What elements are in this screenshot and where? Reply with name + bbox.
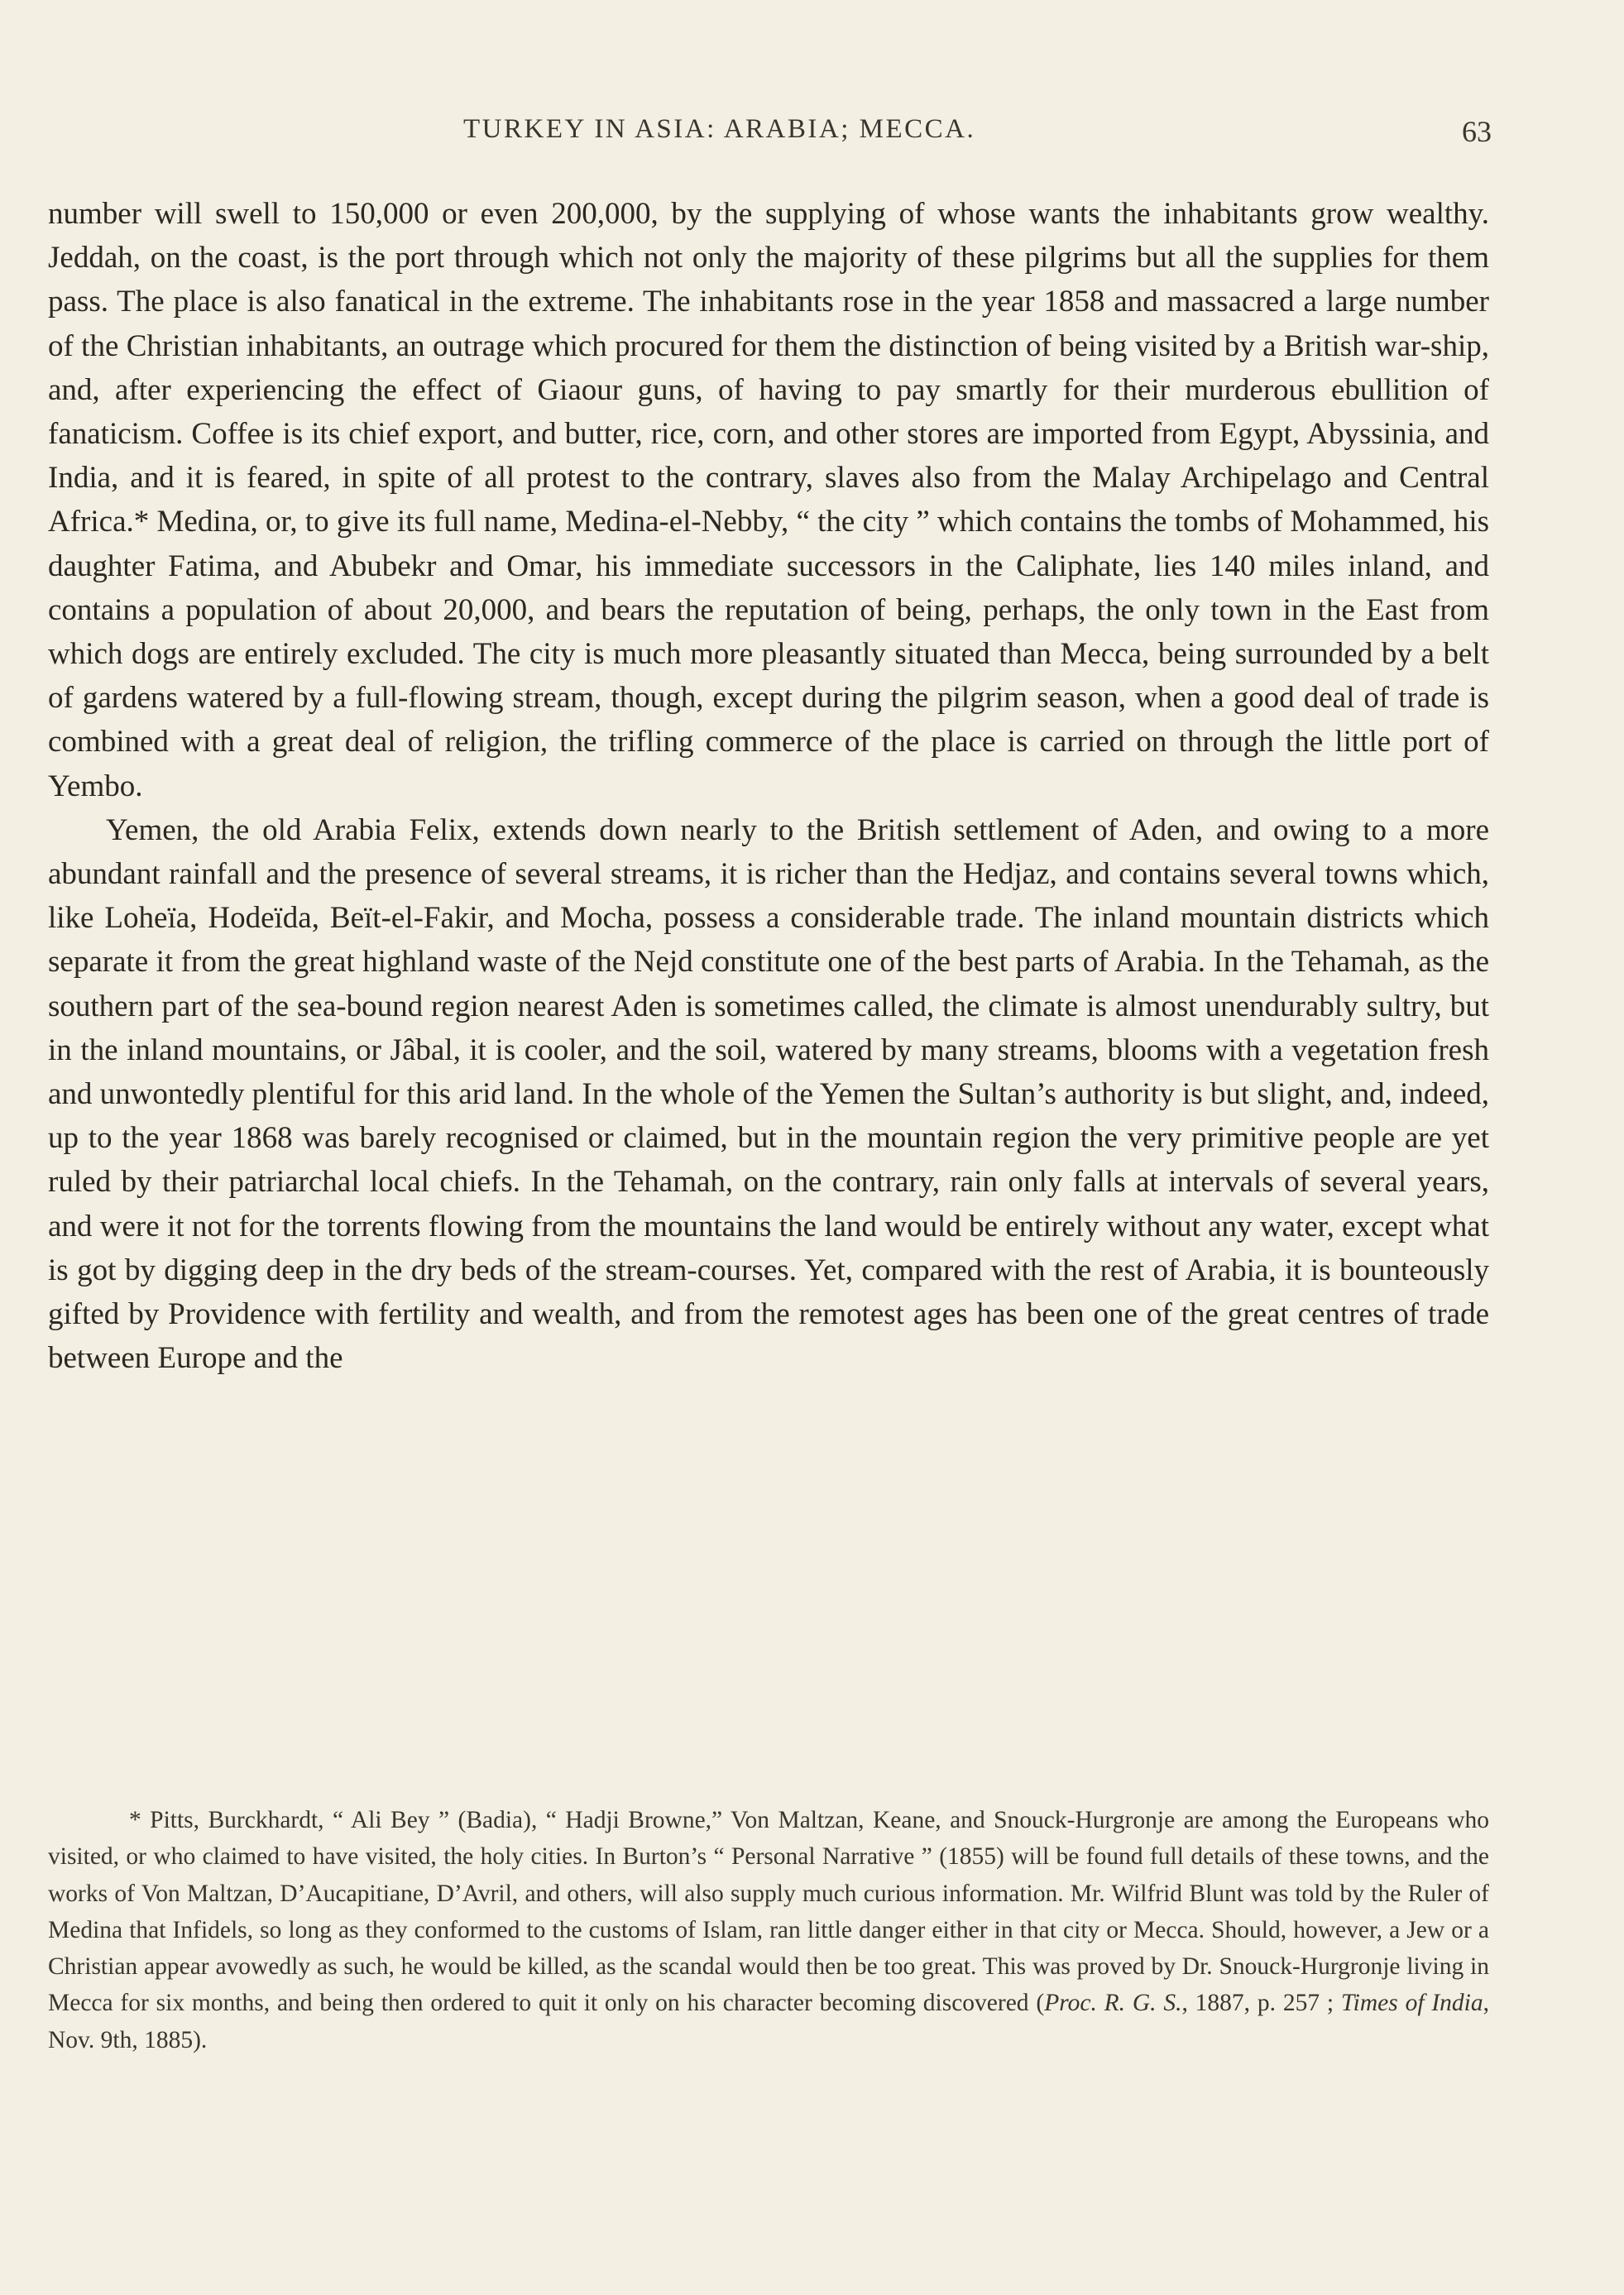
body-text bbox=[48, 192, 1489, 1380]
running-head bbox=[0, 114, 1624, 154]
footnote-citation-times-of-india: Times of India bbox=[1340, 1990, 1483, 2017]
page-number: 63 bbox=[1462, 115, 1492, 148]
footnote-citation-details: , 1887, p. 257 ; bbox=[1181, 1990, 1341, 2017]
footnote-date: , Nov. 9th, 1885). bbox=[48, 1990, 1489, 2053]
paragraph-jeddah-medina: number will swell to 150,000 or even 200,000, by the supplying of whose wants the inhabitants grow wealthy. Jeddah, on the coast, is the port through which not only the majority of these pilgrims but all the supplies for them pass. The place is also fanatical in the extreme. The inhabitants rose in the year 1858 and massacred a large number of the Christian inhabitants, an outrage which procured for them the distinction of being visited by a British war-ship, and, after experiencing the effect of Giaour guns, of having to pay smartly for their murderous ebullition of fanaticism. Coffee is its chief export, and butter, rice, corn, and other stores are imported from Egypt, Abyssinia, and India, and it is feared, in spite of all protest to the contrary, slaves also from the Malay Archipelago and Central Africa.* Medina, or, to give its full name, Medina-el-Nebby, “ the city ” which contains the tombs of Mohammed, his daughter Fatima, and Abubekr and Omar, his immediate successors in the Caliphate, lies 140 miles inland, and contains a population of about 20,000, and bears the reputation of being, perhaps, the only town in the East from which dogs are entirely excluded. The city is much more pleasantly situated than Mecca, being surrounded by a belt of gardens watered by a full-flowing stream, though, except during the pilgrim season, when a good deal of trade is combined with a great deal of religion, the trifling commerce of the place is carried on through the little port of Yembo. bbox=[48, 197, 1489, 803]
running-title: TURKEY IN ASIA: ARABIA; MECCA. bbox=[463, 114, 976, 144]
footnote bbox=[48, 1802, 1489, 2058]
footnote-citation-proc-rgs: Proc. R. G. S. bbox=[1044, 1990, 1182, 2017]
paragraph-yemen: Yemen, the old Arabia Felix, extends down nearly to the British settlement of Aden, and owing to a more abundant rainfall and the presence of several streams, it is richer than the Hedjaz, and contains several towns which, like Loheïa, Hodeïda, Beït-el-Fakir, and Mocha, possess a considerable trade. The inland mountain districts which separate it from the great highland waste of the Nejd constitute one of the best parts of Arabia. In the Tehamah, as the southern part of the sea-bound region nearest Aden is sometimes called, the climate is almost unendurably sultry, but in the inland mountains, or Jâbal, it is cooler, and the soil, watered by many streams, blooms with a vegetation fresh and unwontedly plentiful for this arid land. In the whole of the Yemen the Sultan’s authority is but slight, and, indeed, up to the year 1868 was barely recognised or claimed, but in the mountain region the very primitive people are yet ruled by their patriarchal local chiefs. In the Tehamah, on the contrary, rain only falls at intervals of several years, and were it not for the torrents flowing from the mountains the land would be entirely without any water, except what is got by digging deep in the dry beds of the stream-courses. Yet, compared with the rest of Arabia, it is bounteously gifted by Providence with fertility and wealth, and from the remotest ages has been one of the great centres of trade between Europe and the bbox=[48, 812, 1489, 1376]
footnote-text: * Pitts, Burckhardt, “ Ali Bey ” (Badia), “ Hadji Browne,” Von Maltzan, Keane, and Snouck-Hurgronje are among the Europeans who visited, or who claimed to have visited, the holy cities. In Burton’s “ Personal Narrative ” (1855) will be found full details of these towns, and the works of Von Maltzan, D’Aucapitiane, D’Avril, and others, will also supply much curious information. Mr. Wilfrid Blunt was told by the Ruler of Medina that Infidels, so long as they conformed to the customs of Islam, ran little danger either in that city or Mecca. Should, however, a Jew or a Christian appear avowedly as such, he would be killed, as the scandal would then be too great. This was proved by Dr. Snouck-Hurgronje living in Mecca for six months, and being then ordered to quit it only on his character becoming discovered ( bbox=[48, 1807, 1489, 2017]
